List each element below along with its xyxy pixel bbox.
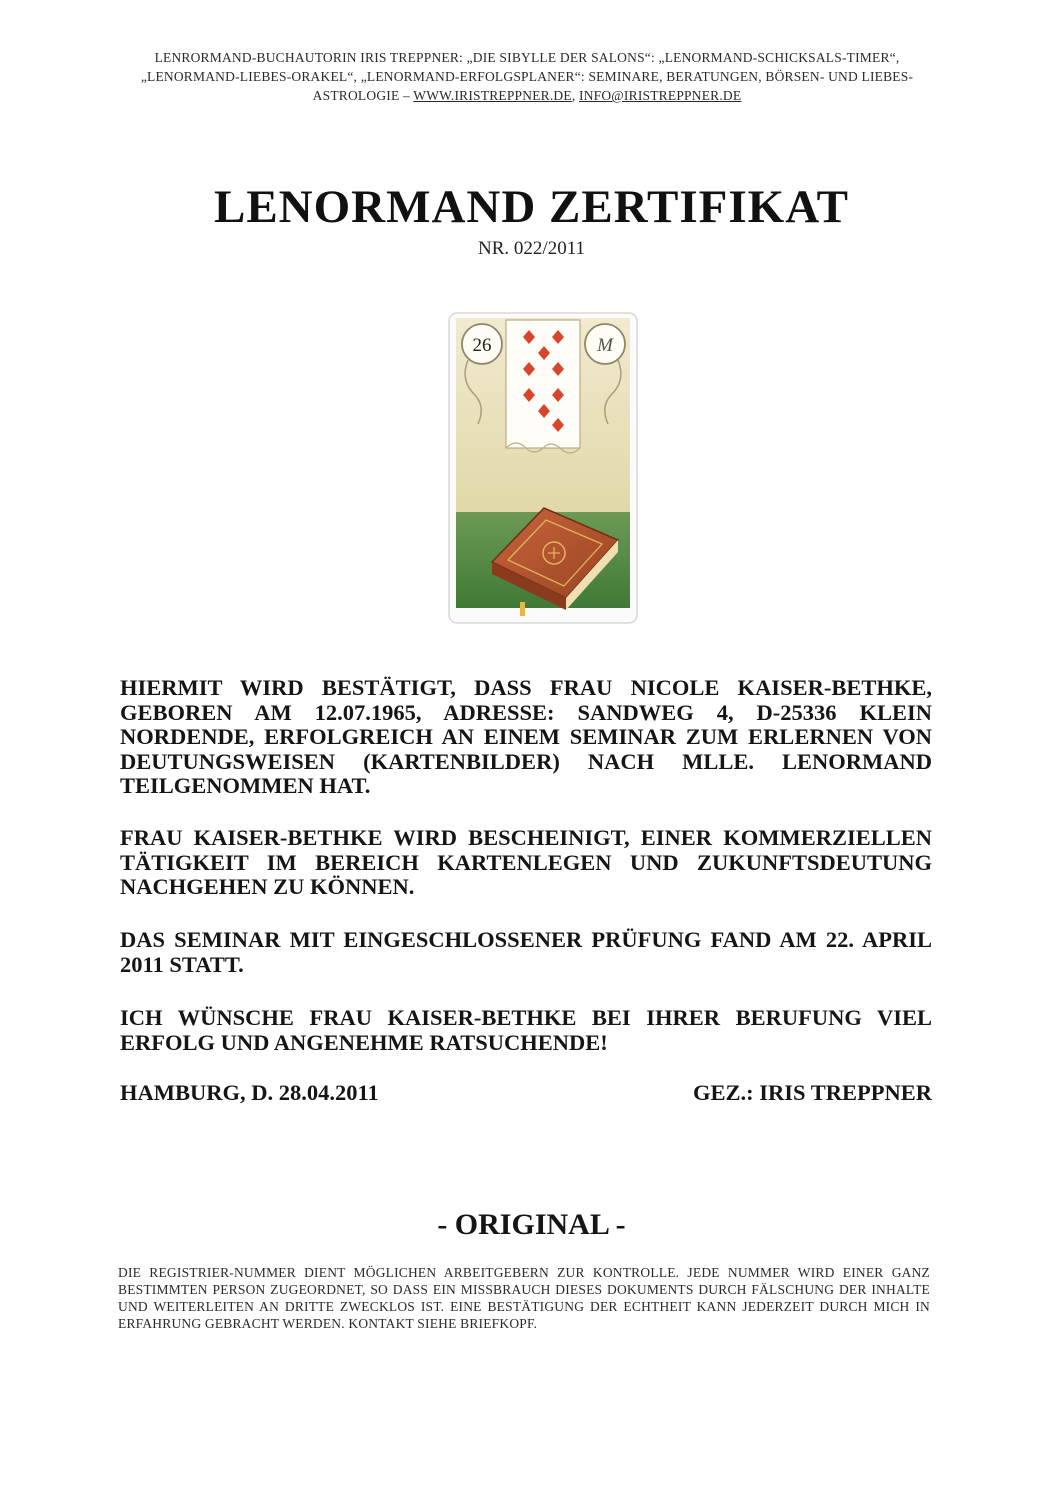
certificate-number: NR. 022/2011 [478, 238, 585, 259]
card-number-label: 26 [472, 335, 492, 356]
wishes-paragraph: ICH WÜNSCHE FRAU KAISER-BETHKE BEI IHRER BERUFUNG VIEL ERFOLG UND ANGENEHME RATSUCHENDE! [120, 1005, 932, 1055]
registration-footnote: DIE REGISTRIER-NUMMER DIENT MÖGLICHEN ARBEITGEBERN ZUR KONTROLLE. JEDE NUMMER WIRD EINER GANZ BESTIMMTEN PERSON ZUGEORDNET, SO DASS EIN MISSBRAUCH DIESES DOKUMENTS DURCH FÄLSCHUNG DER INHALTE UND WEITERLEITEN AN DRITTE ZWECKLOS IST. EINE BESTÄTIGUNG DER ECHTHEIT KANN JEDERZEIT DURCH MICH IN ERFAHRUNG GEBRACHT WERDEN. KONTAKT SIEHE BRIEFKOPF. [118, 1265, 930, 1331]
signature: GEZ.: IRIS TREPPNER [692, 1080, 932, 1105]
book-card-illustration [448, 312, 638, 624]
letterhead-separator: , [571, 88, 579, 103]
seminar-date-paragraph: DAS SEMINAR MIT EINGESCHLOSSENER PRÜFUNG FAND AM 22. APRIL 2011 STATT. [120, 927, 932, 977]
certificate-title: LENORMAND ZERTIFIKAT [213, 181, 850, 233]
lenormand-card-image [448, 312, 638, 624]
confirmation-paragraph: HIERMIT WIRD BESTÄTIGT, DASS FRAU NICOLE KAISER-BETHKE, GEBOREN AM 12.07.1965, ADRESSE: SANDWEG 4, D-25336 KLEIN NORDENDE, ERFOLGREICH AN EINEM SEMINAR ZUM ERLERNEN VON DEUTUNGSWEISEN (KARTENBILDER) NACH MLLE. LENORMAND TEILGENOMMEN HAT. [120, 675, 932, 798]
authorization-paragraph: FRAU KAISER-BETHKE WIRD BESCHEINIGT, EINER KOMMERZIELLEN TÄTIGKEIT IM BEREICH KARTENLEGEN UND ZUKUNFTSDEUTUNG NACHGEHEN ZU KÖNNEN. [120, 825, 932, 899]
place-date: HAMBURG, D. 28.04.2011 [120, 1080, 379, 1105]
website-link[interactable]: WWW.IRISTREPPNER.DE [413, 88, 572, 103]
letterhead [112, 48, 942, 105]
email-link[interactable]: INFO@IRISTREPPNER.DE [579, 88, 742, 103]
letterhead-text: LENRORMAND-BUCHAUTORIN IRIS TREPPNER: „DIE SIBYLLE DER SALONS“: „LENORMAND-SCHICKSALS-TIMER“, „LENORMAND-LIEBES-ORAKEL“, „LENORMAND-ERFOLGSPLANER“: SEMINARE, BERATUNGEN, BÖRSEN- UND LIEBES-ASTROLOGIE – [140, 50, 914, 103]
original-label: - ORIGINAL - [437, 1208, 626, 1241]
card-corner-symbol: M [597, 335, 613, 356]
